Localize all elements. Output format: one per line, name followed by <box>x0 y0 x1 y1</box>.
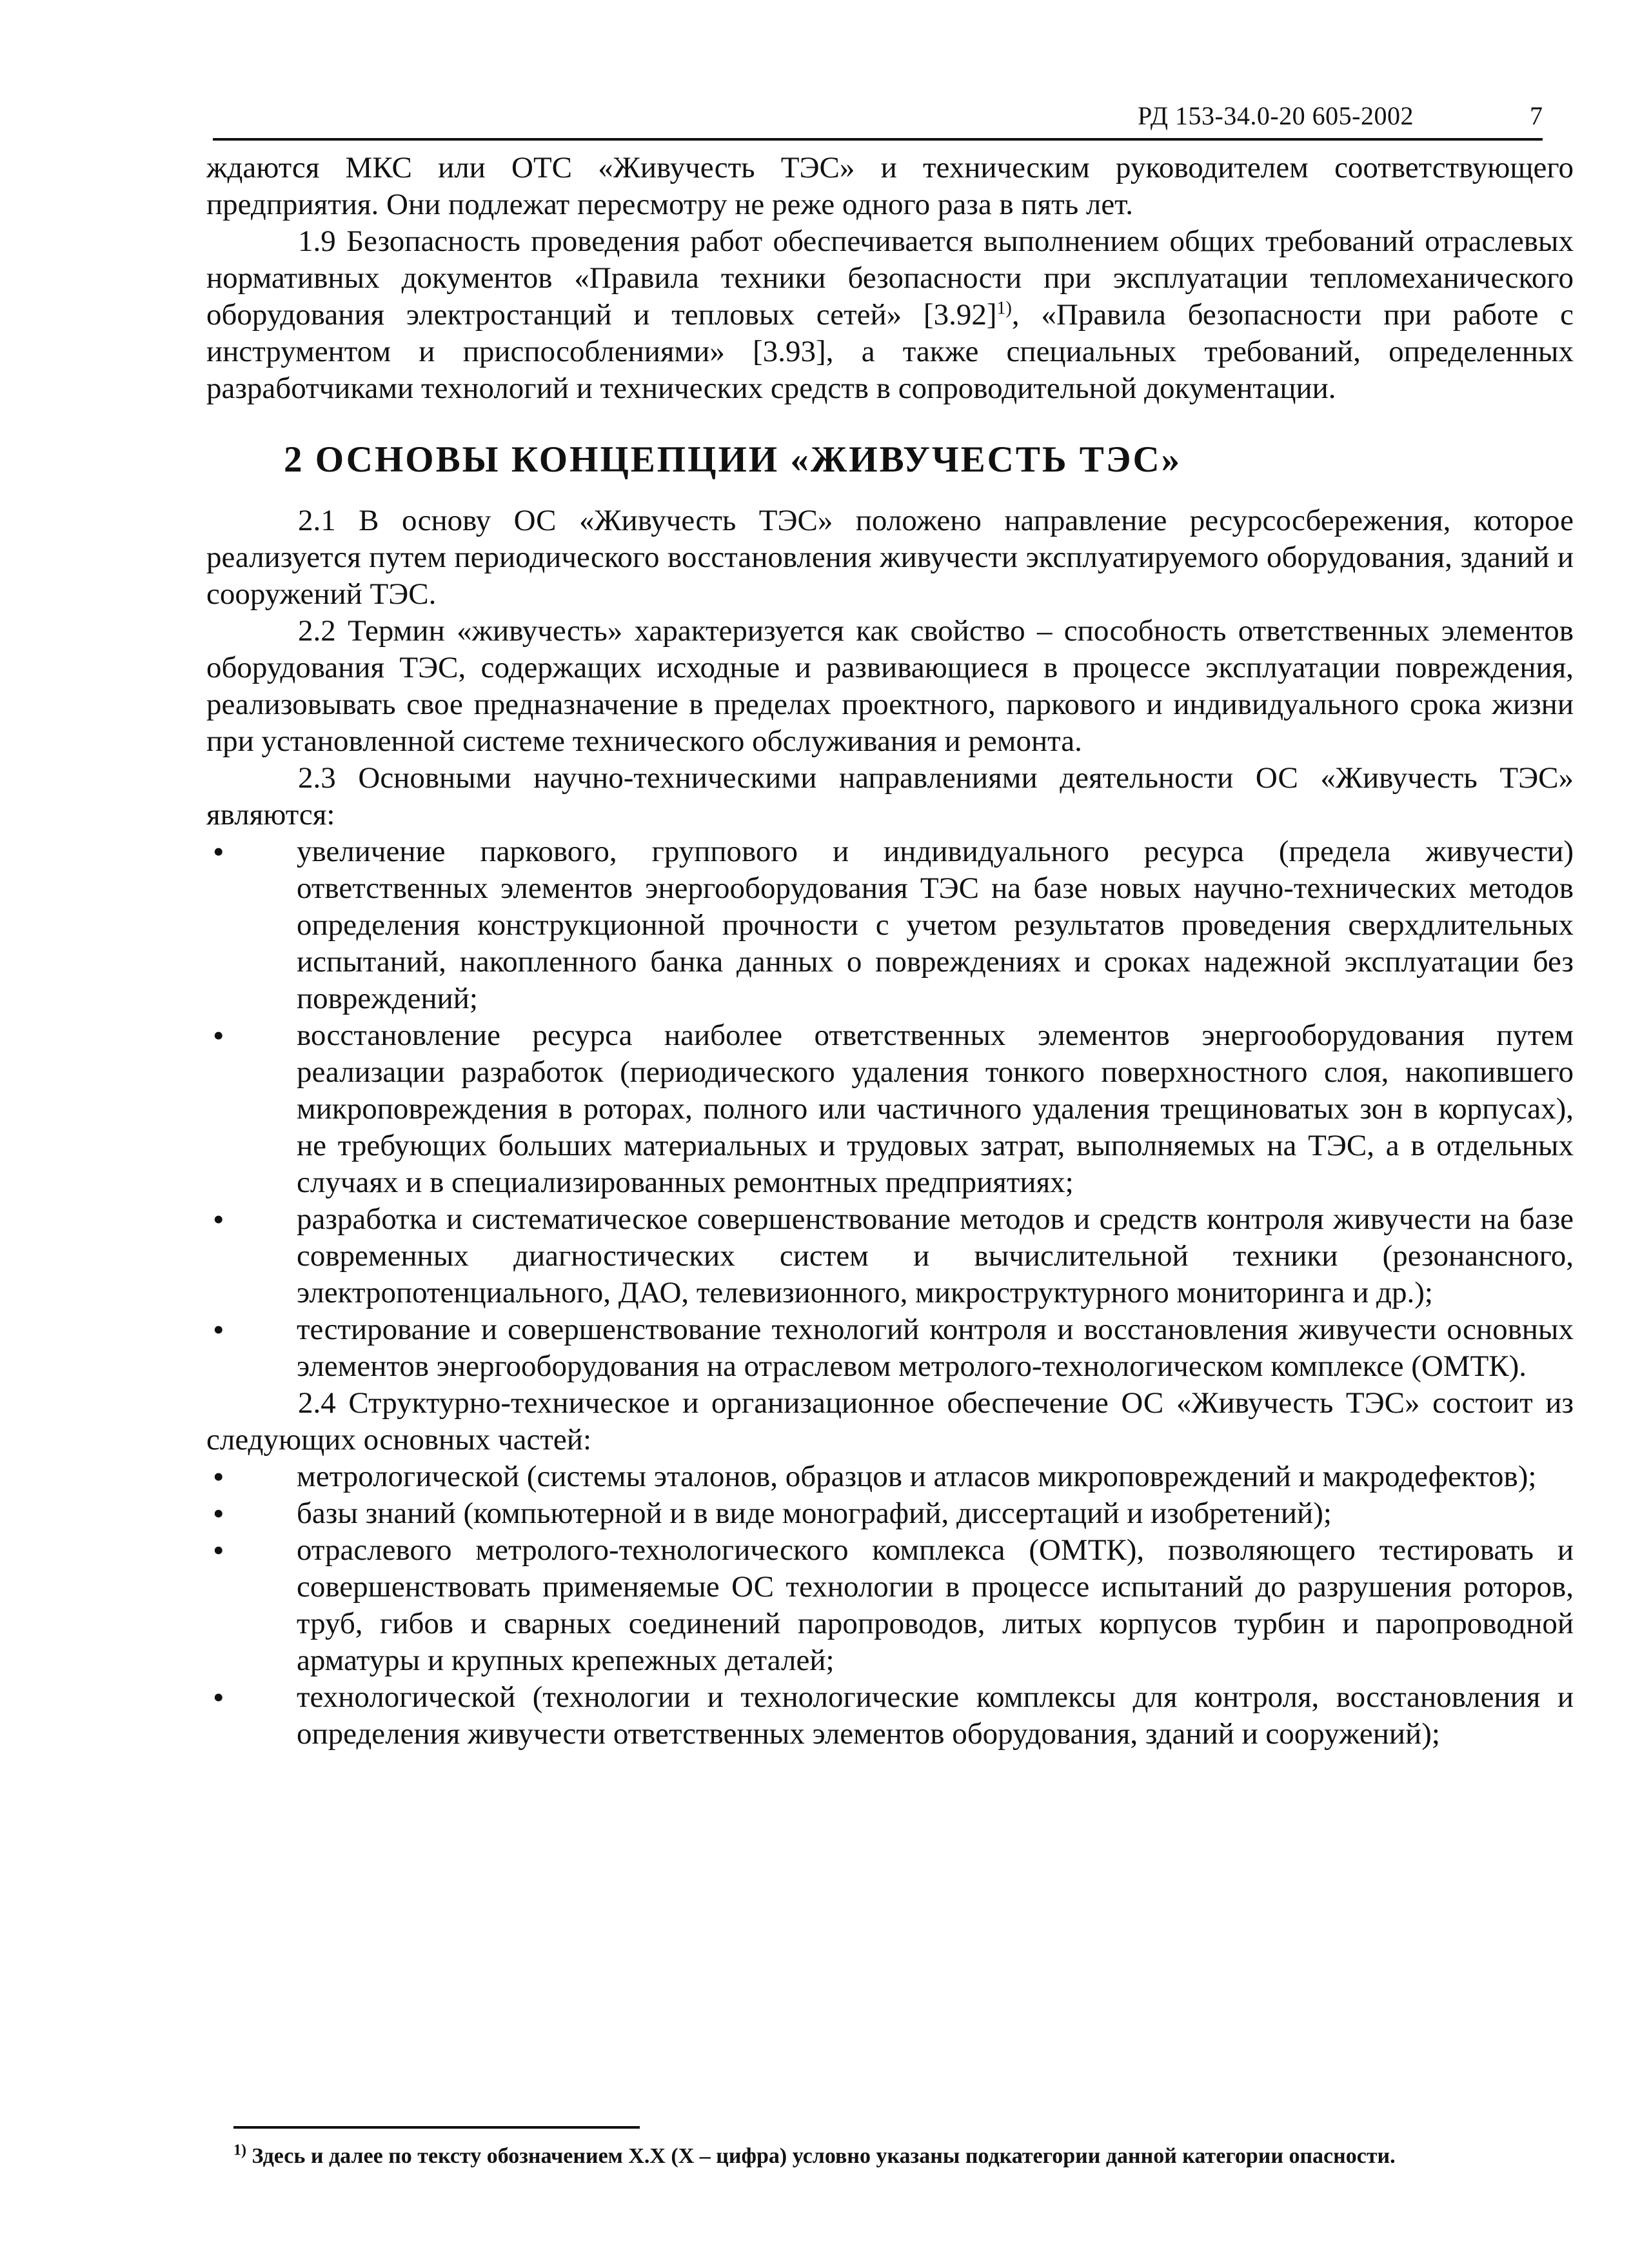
paragraph-1-9-part2: , «Правила безопасности при работе с инструментом и приспособлениями» [3.93], а также специальных требований, определенных разработчиками технологий и технических средств в сопроводительной документации. <box>206 298 1574 405</box>
paragraph-2-3: 2.3 Основными научно-техническими направлениями деятельности ОС «Живучесть ТЭС» являются: <box>206 761 1574 831</box>
paragraph-2-1: 2.1 В основу ОС «Живучесть ТЭС» положено направление ресурсосбережения, которое реализуется путем периодического восстановления живучести эксплуатируемого оборудования, зданий и сооружений ТЭС. <box>206 504 1574 611</box>
section-title: 2 ОСНОВЫ КОНЦЕПЦИИ «ЖИВУЧЕСТЬ ТЭС» <box>284 439 1182 480</box>
list-2-4 <box>206 1458 1574 1753</box>
paragraph-1-9 <box>206 223 1574 407</box>
footnote-divider <box>233 2126 640 2129</box>
paragraph-2-2: 2.2 Термин «живучесть» характеризуется как свойство – способность ответственных элементов оборудования ТЭС, содержащих исходные и развивающиеся в процессе эксплуатации повреждения, реализовывать свое предназначение в пределах проектного, паркового и индивидуального срока жизни при установленной системе технического обслуживания и ремонта. <box>206 614 1574 758</box>
page-number: 7 <box>1530 101 1543 130</box>
list-2-3 <box>206 833 1574 1385</box>
list-item: • увеличение паркового, группового и индивидуального ресурса (предела живучести) ответственных элементов энергооборудования ТЭС на базе новых научно-технических методов определения конструкционной прочности с учетом результатов проведения сверхдлительных испытаний, накопленного банка данных о повреждениях и сроках надежной эксплуатации без повреждений; <box>206 833 1574 1017</box>
footnote-text: Здесь и далее по тексту обозначением Х.Х (Х – цифра) условно указаны подкатегории данной категории опасности. <box>246 2144 1396 2168</box>
list-item: • тестирование и совершенствование технологий контроля и восстановления живучести основных элементов энергооборудования на отраслевом метролого-технологическом комплексе (ОМТК). <box>206 1311 1574 1385</box>
list-item: • базы знаний (компьютерной и в виде монографий, диссертаций и изобретений); <box>206 1495 1574 1532</box>
list-item: • восстановление ресурса наиболее ответственных элементов энергооборудования путем реализации разработок (периодического удаления тонкого поверхностного слоя, накопившего микроповреждения в роторах, полного или частичного удаления трещиноватых зон в корпусах), не требующих больших материальных и трудовых затрат, выполняемых на ТЭС, а в отдельных случаях и в специализированных ремонтных предприятиях; <box>206 1017 1574 1201</box>
paragraph-2-4: 2.4 Структурно-техническое и организационное обеспечение ОС «Живучесть ТЭС» состоит из следующих основных частей: <box>206 1386 1574 1457</box>
footnote-marker: 1) <box>233 2142 246 2159</box>
page-header <box>213 95 1543 141</box>
list-item: • метрологической (системы эталонов, образцов и атласов микроповреждений и макродефектов); <box>206 1458 1574 1495</box>
paragraph-continuation: ждаются МКС или ОТС «Живучесть ТЭС» и техническим руководителем соответствующего предприятия. Они подлежат пересмотру не реже одного раза в пять лет. <box>206 151 1574 221</box>
list-item: • отраслевого метролого-технологического комплекса (ОМТК), позволяющего тестировать и совершенствовать применяемые ОС технологии в процессе испытаний до разрушения роторов, труб, гибов и сварных соединений паропроводов, литых корпусов турбин и паропроводной арматуры и крупных крепежных деталей; <box>206 1532 1574 1679</box>
document-code: РД 153-34.0-20 605-2002 <box>1138 101 1414 130</box>
list-item: • технологической (технологии и технологические комплексы для контроля, восстановления и определения живучести ответственных элементов оборудования, зданий и сооружений); <box>206 1679 1574 1753</box>
footnote-reference: 1) <box>996 298 1012 319</box>
footnote <box>233 2143 1549 2170</box>
document-body <box>206 150 1574 1753</box>
paragraph-1-9-part1: 1.9 Безопасность проведения работ обеспечивается выполнением общих требований отраслевых нормативных документов «Правила техники безопасности при эксплуатации тепломеханического оборудования электростанций и тепловых сетей» [3.92] <box>206 224 1574 332</box>
list-item: • разработка и систематическое совершенствование методов и средств контроля живучести на базе современных диагностических систем и вычислительной техники (резонансного, электропотенциального, ДАО, телевизионного, микроструктурного мониторинга и др.); <box>206 1201 1574 1311</box>
